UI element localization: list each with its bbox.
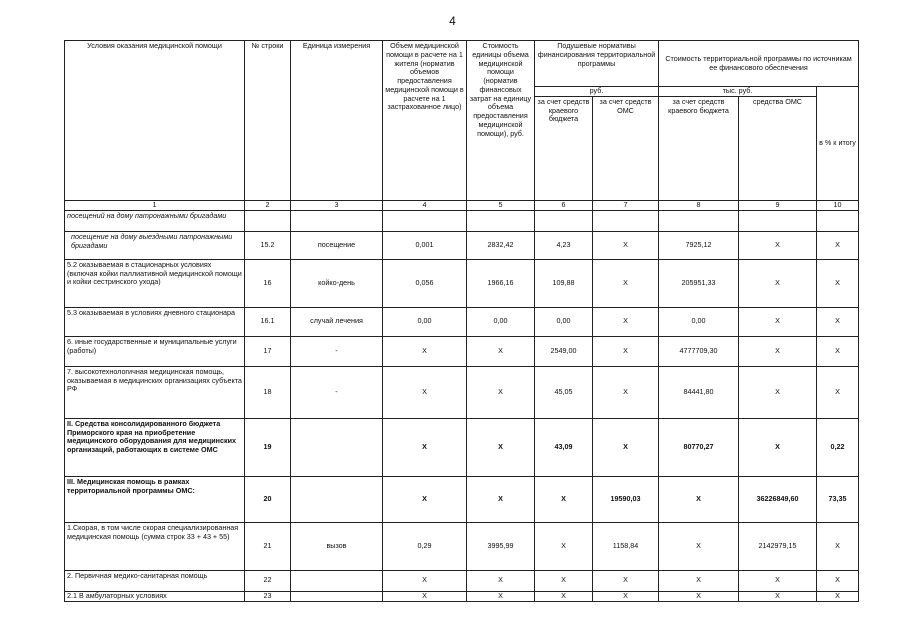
row-percent: 0,22 xyxy=(817,418,859,476)
row-number: 17 xyxy=(245,336,291,366)
header-regional-budget: за счет средств краевого бюджета xyxy=(535,96,593,200)
row-volume: X xyxy=(383,591,467,601)
column-number-row xyxy=(65,200,859,210)
row-unit-cost: X xyxy=(467,418,535,476)
row-volume: X xyxy=(383,366,467,418)
row-number: 19 xyxy=(245,418,291,476)
row-conditions: посещение на дому выездными патронажными бригадами xyxy=(65,231,245,259)
row-number: 20 xyxy=(245,476,291,522)
row-cost-oms: X xyxy=(739,570,817,591)
row-percent: X xyxy=(817,366,859,418)
row-conditions: 5.3 оказываемая в условиях дневного стационара xyxy=(65,307,245,336)
header-regional-budget-2: за счет средств краевого бюджета xyxy=(659,96,739,200)
row-percent: X xyxy=(817,570,859,591)
row-volume: X xyxy=(383,336,467,366)
row-per-capita-oms: X xyxy=(593,336,659,366)
row-percent: X xyxy=(817,522,859,570)
column-number: 2 xyxy=(245,200,291,210)
row-cost-oms: X xyxy=(739,418,817,476)
row-conditions: 7. высокотехнологичная медицинская помощь, оказываемая в медицинских организациях субъекта РФ xyxy=(65,366,245,418)
row-conditions: 1.Скорая, в том числе скорая специализированная медицинская помощь (сумма строк 33 + 43 + 55) xyxy=(65,522,245,570)
row-conditions: II. Средства консолидированного бюджета Приморского края на приобретение медицинского оборудования для медицинских организаций, работающих в системе ОМС xyxy=(65,418,245,476)
program-cost-table xyxy=(64,40,859,602)
row-unit: койко-день xyxy=(291,259,383,307)
row-cost-budget: 4777709,30 xyxy=(659,336,739,366)
table-row xyxy=(65,231,859,259)
row-volume: X xyxy=(383,570,467,591)
row-volume: 0,00 xyxy=(383,307,467,336)
table-row xyxy=(65,418,859,476)
row-per-capita-budget: 4,23 xyxy=(535,231,593,259)
row-cost-oms: X xyxy=(739,336,817,366)
column-number: 4 xyxy=(383,200,467,210)
row-cost-budget: X xyxy=(659,570,739,591)
row-per-capita-budget: 45,05 xyxy=(535,366,593,418)
row-percent xyxy=(817,210,859,231)
row-percent: X xyxy=(817,336,859,366)
table-row xyxy=(65,336,859,366)
row-number: 22 xyxy=(245,570,291,591)
row-unit xyxy=(291,418,383,476)
row-cost-oms: 36226849,60 xyxy=(739,476,817,522)
row-unit: - xyxy=(291,366,383,418)
row-unit-cost: X xyxy=(467,591,535,601)
row-cost-oms: X xyxy=(739,591,817,601)
row-per-capita-budget xyxy=(535,210,593,231)
header-oms-2: средства ОМС xyxy=(739,96,817,200)
header-conditions: Условия оказания медицинской помощи xyxy=(65,41,245,201)
row-per-capita-oms: 19590,03 xyxy=(593,476,659,522)
row-unit xyxy=(291,570,383,591)
row-per-capita-budget: X xyxy=(535,522,593,570)
row-number: 23 xyxy=(245,591,291,601)
row-conditions: 2. Первичная медико-санитарная помощь xyxy=(65,570,245,591)
row-per-capita-budget: 0,00 xyxy=(535,307,593,336)
row-per-capita-oms: X xyxy=(593,418,659,476)
header-volume: Объем медицинской помощи в расчете на 1 жителя (норматив объемов предоставления медицинской помощи в расчете на 1 застрахованное лицо) xyxy=(383,41,467,201)
header-cost-total: Стоимость территориальной программы по источникам ее финансового обеспечения xyxy=(659,41,859,87)
row-number: 18 xyxy=(245,366,291,418)
row-conditions: 2.1 В амбулаторных условиях xyxy=(65,591,245,601)
table-row xyxy=(65,476,859,522)
table-row xyxy=(65,307,859,336)
row-conditions: 6. иные государственные и муниципальные услуги (работы) xyxy=(65,336,245,366)
row-per-capita-budget: X xyxy=(535,591,593,601)
row-percent: X xyxy=(817,231,859,259)
header-unit: Единица измерения xyxy=(291,41,383,201)
row-unit-cost: X xyxy=(467,476,535,522)
header-row-no: № строки xyxy=(245,41,291,201)
row-unit-cost: 2832,42 xyxy=(467,231,535,259)
row-per-capita-budget: 43,09 xyxy=(535,418,593,476)
row-per-capita-oms: X xyxy=(593,591,659,601)
row-unit: - xyxy=(291,336,383,366)
row-per-capita-oms: X xyxy=(593,570,659,591)
header-unit-cost: Стоимость единицы объема медицинской помощи (норматив финансовых затрат на единицу объема предоставления медицинской помощи), руб. xyxy=(467,41,535,201)
row-cost-budget: X xyxy=(659,476,739,522)
row-percent: X xyxy=(817,307,859,336)
row-per-capita-budget: 109,88 xyxy=(535,259,593,307)
row-cost-budget xyxy=(659,210,739,231)
header-oms: за счет средств ОМС xyxy=(593,96,659,200)
column-number: 7 xyxy=(593,200,659,210)
row-number: 21 xyxy=(245,522,291,570)
row-unit-cost: X xyxy=(467,570,535,591)
row-cost-budget: 205951,33 xyxy=(659,259,739,307)
row-cost-oms: X xyxy=(739,259,817,307)
row-number xyxy=(245,210,291,231)
header-rub: руб. xyxy=(535,87,659,97)
row-cost-oms: X xyxy=(739,231,817,259)
row-number: 15.2 xyxy=(245,231,291,259)
row-per-capita-oms: 1158,84 xyxy=(593,522,659,570)
row-cost-budget: 84441,80 xyxy=(659,366,739,418)
row-number: 16.1 xyxy=(245,307,291,336)
row-percent: X xyxy=(817,591,859,601)
row-percent: X xyxy=(817,259,859,307)
row-unit xyxy=(291,210,383,231)
table-row xyxy=(65,259,859,307)
column-number: 3 xyxy=(291,200,383,210)
row-per-capita-oms: X xyxy=(593,307,659,336)
row-volume xyxy=(383,210,467,231)
table-row xyxy=(65,570,859,591)
row-per-capita-budget: X xyxy=(535,570,593,591)
table-row xyxy=(65,591,859,601)
table-row xyxy=(65,210,859,231)
row-unit-cost: 0,00 xyxy=(467,307,535,336)
row-number: 16 xyxy=(245,259,291,307)
row-conditions: 5.2 оказываемая в стационарных условиях (включая койки паллиативной медицинской помощи и койки сестринского ухода) xyxy=(65,259,245,307)
row-per-capita-oms: X xyxy=(593,231,659,259)
row-cost-budget: 80770,27 xyxy=(659,418,739,476)
column-number: 1 xyxy=(65,200,245,210)
header-percent-total: в % к итогу xyxy=(817,87,859,201)
row-unit-cost xyxy=(467,210,535,231)
row-cost-budget: X xyxy=(659,522,739,570)
row-cost-oms: X xyxy=(739,307,817,336)
row-per-capita-budget: X xyxy=(535,476,593,522)
row-cost-oms: 2142979,15 xyxy=(739,522,817,570)
row-unit-cost: X xyxy=(467,336,535,366)
column-number: 6 xyxy=(535,200,593,210)
row-unit: посещение xyxy=(291,231,383,259)
row-conditions: посещений на дому патронажными бригадами xyxy=(65,210,245,231)
row-cost-oms: X xyxy=(739,366,817,418)
row-volume: X xyxy=(383,476,467,522)
row-cost-budget: X xyxy=(659,591,739,601)
row-volume: 0,056 xyxy=(383,259,467,307)
row-per-capita-budget: 2549,00 xyxy=(535,336,593,366)
column-number: 10 xyxy=(817,200,859,210)
table-row xyxy=(65,522,859,570)
row-volume: 0,001 xyxy=(383,231,467,259)
table-row xyxy=(65,366,859,418)
page-number: 4 xyxy=(449,14,456,28)
column-number: 5 xyxy=(467,200,535,210)
row-unit: вызов xyxy=(291,522,383,570)
row-cost-budget: 0,00 xyxy=(659,307,739,336)
row-volume: 0,29 xyxy=(383,522,467,570)
column-number: 9 xyxy=(739,200,817,210)
row-volume: X xyxy=(383,418,467,476)
row-per-capita-oms: X xyxy=(593,366,659,418)
header-per-capita: Подушевые нормативы финансирования территориальной программы xyxy=(535,41,659,87)
row-percent: 73,35 xyxy=(817,476,859,522)
row-unit: случай лечения xyxy=(291,307,383,336)
column-number: 8 xyxy=(659,200,739,210)
row-per-capita-oms: X xyxy=(593,259,659,307)
row-unit-cost: 1966,16 xyxy=(467,259,535,307)
row-unit xyxy=(291,591,383,601)
row-conditions: III. Медицинская помощь в рамках территориальной программы ОМС: xyxy=(65,476,245,522)
row-unit xyxy=(291,476,383,522)
header-thousand-rub: тыс. руб. xyxy=(659,87,817,97)
row-cost-budget: 7925,12 xyxy=(659,231,739,259)
row-unit-cost: X xyxy=(467,366,535,418)
row-per-capita-oms xyxy=(593,210,659,231)
row-unit-cost: 3995,99 xyxy=(467,522,535,570)
row-cost-oms xyxy=(739,210,817,231)
